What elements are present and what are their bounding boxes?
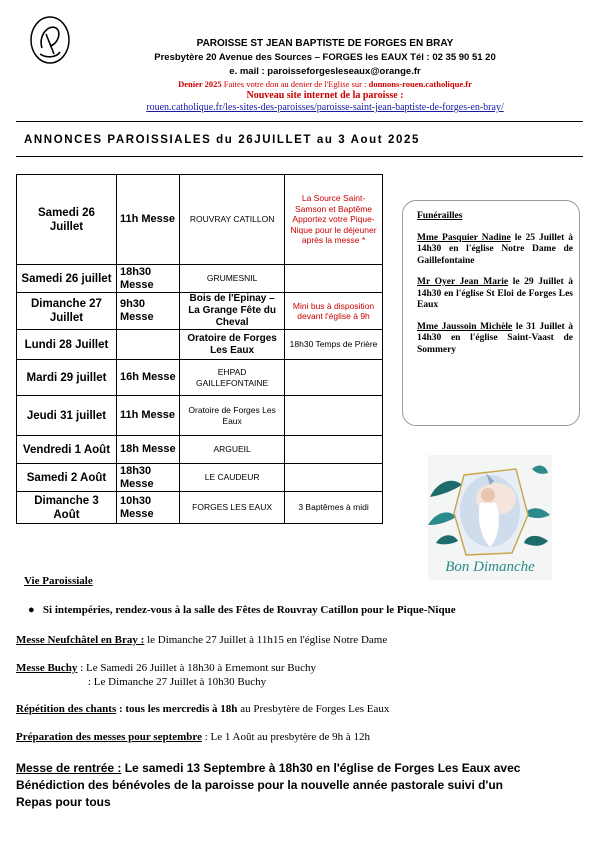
bullet-icon: ● bbox=[28, 604, 35, 616]
image-caption: Bon Dimanche bbox=[445, 559, 535, 575]
vie-heading: Vie Paroissiale bbox=[24, 575, 93, 587]
schedule-note bbox=[285, 436, 383, 464]
funeral-item: Mme Pasquier Nadine le 25 Juillet à 14h30 en l'église Notre Dame de Gaillefontaine bbox=[417, 232, 573, 266]
schedule-time: 11h Messe bbox=[116, 396, 179, 436]
neufchatel-label: Messe Neufchâtel en Bray : bbox=[16, 634, 145, 646]
denier-line bbox=[80, 79, 570, 89]
schedule-note: 3 Baptêmes à midi bbox=[285, 492, 383, 524]
schedule-row bbox=[17, 330, 383, 360]
schedule-row bbox=[17, 293, 383, 330]
schedule-place: LE CAUDEUR bbox=[180, 464, 285, 492]
parish-logo bbox=[28, 14, 72, 66]
chants-time: : tous les mercredis à 18h bbox=[116, 703, 238, 715]
schedule-time: 18h30 Messe bbox=[116, 464, 179, 492]
neufchatel-text: le Dimanche 27 Juillet à 11h15 en l'église Notre Dame bbox=[144, 634, 388, 646]
schedule-note: 18h30 Temps de Prière bbox=[285, 330, 383, 360]
buchy-line-2: : Le Dimanche 27 Juillet à 10h30 Buchy bbox=[88, 676, 267, 688]
schedule-time: 16h Messe bbox=[116, 360, 179, 396]
buchy-line-1 bbox=[16, 662, 581, 675]
new-site-label: Nouveau site internet de la paroisse : bbox=[246, 90, 404, 101]
schedule-day: Samedi 26 Juillet bbox=[17, 175, 117, 265]
chants-label: Répétition des chants bbox=[16, 703, 117, 715]
schedule-note bbox=[285, 360, 383, 396]
schedule-place: Bois de l'Epinay – La Grange Fête du Cheval bbox=[180, 293, 285, 330]
schedule-row bbox=[17, 360, 383, 396]
schedule-place: EHPAD GAILLEFONTAINE bbox=[180, 360, 285, 396]
schedule-place: Oratoire de Forges Les Eaux bbox=[180, 396, 285, 436]
funeral-item: Mme Jaussoin Michèle le 31 Juillet à 14h30 en l'église Saint-Vaast de Sommery bbox=[417, 321, 573, 355]
title-rule bbox=[16, 156, 583, 157]
schedule-table bbox=[16, 174, 383, 524]
schedule-time: 9h30 Messe bbox=[116, 293, 179, 330]
denier-label: Denier 2025 bbox=[178, 79, 222, 89]
schedule-row bbox=[17, 492, 383, 524]
schedule-note bbox=[285, 265, 383, 293]
schedule-time bbox=[116, 330, 179, 360]
schedule-day: Vendredi 1 Août bbox=[17, 436, 117, 464]
rentree-text: Le samedi 13 Septembre à 18h30 en l'église de Forges Les Eaux avec Bénédiction des bénévoles de la paroisse pour la nouvelle année pastorale suivi d'un Repas pour tous bbox=[16, 761, 521, 809]
bon-dimanche-image bbox=[428, 455, 552, 580]
schedule-day: Lundi 28 Juillet bbox=[17, 330, 117, 360]
schedule-time: 18h30 Messe bbox=[116, 265, 179, 293]
parish-address: Presbytère 20 Avenue des Sources – FORGES les EAUX Tél : 02 35 90 51 20 bbox=[154, 52, 496, 63]
schedule-note: La Source Saint-Samson et Baptême Apportez votre Pique-Nique pour le déjeuner après la messe * bbox=[285, 175, 383, 265]
preparation-line bbox=[16, 731, 581, 744]
schedule-day: Dimanche 3 Août bbox=[17, 492, 117, 524]
schedule-row bbox=[17, 464, 383, 492]
schedule-day: Jeudi 31 juillet bbox=[17, 396, 117, 436]
schedule-row bbox=[17, 175, 383, 265]
denier-link[interactable]: donnons-rouen.catholique.fr bbox=[368, 79, 472, 89]
schedule-time: 10h30 Messe bbox=[116, 492, 179, 524]
schedule-row bbox=[17, 436, 383, 464]
funerailles-box bbox=[402, 200, 580, 426]
schedule-place: ROUVRAY CATILLON bbox=[180, 175, 285, 265]
buchy-text-1: : Le Samedi 26 Juillet à 18h30 à Ernemont sur Buchy bbox=[77, 662, 317, 674]
schedule-place: GRUMESNIL bbox=[180, 265, 285, 293]
page-title: ANNONCES PAROISSIALES du 26JUILLET au 3 Aout 2025 bbox=[24, 134, 420, 146]
parish-email: e. mail : paroisseforgesleseaux@orange.fr bbox=[229, 66, 421, 77]
schedule-row bbox=[17, 265, 383, 293]
schedule-day: Dimanche 27 Juillet bbox=[17, 293, 117, 330]
preparation-text: : Le 1 Août au presbytère de 9h à 12h bbox=[201, 731, 370, 743]
neufchatel-line bbox=[16, 634, 581, 647]
funeral-item: Mr Oyer Jean Marie le 29 Juillet à 14h30 en l'église St Eloi de Forges Les Eaux bbox=[417, 277, 573, 310]
vie-bullet bbox=[28, 604, 588, 616]
chants-text: au Presbytère de Forges Les Eaux bbox=[237, 703, 390, 715]
schedule-row bbox=[17, 396, 383, 436]
schedule-note bbox=[285, 396, 383, 436]
preparation-label: Préparation des messes pour septembre bbox=[16, 731, 202, 743]
site-url-link[interactable]: rouen.catholique.fr/les-sites-des-paroisses/paroisse-saint-jean-baptiste-de-forges-en-bray/ bbox=[146, 102, 504, 113]
buchy-label: Messe Buchy bbox=[16, 662, 78, 674]
chants-line bbox=[16, 703, 581, 716]
parish-name: PAROISSE ST JEAN BAPTISTE DE FORGES EN BRAY bbox=[196, 38, 454, 49]
rentree-label: Messe de rentrée : bbox=[16, 761, 122, 775]
bullet-text: Si intempéries, rendez-vous à la salle des Fêtes de Rouvray Catillon pour le Pique-Nique bbox=[42, 604, 456, 616]
rentree-paragraph bbox=[16, 760, 536, 811]
schedule-day: Samedi 26 juillet bbox=[17, 265, 117, 293]
header-rule bbox=[16, 121, 583, 122]
schedule-place: Oratoire de Forges Les Eaux bbox=[180, 330, 285, 360]
denier-text: Faites votre don au denier de l'Eglise sur : bbox=[221, 79, 369, 89]
schedule-time: 18h Messe bbox=[116, 436, 179, 464]
funerailles-heading: Funérailles bbox=[417, 211, 463, 221]
schedule-note bbox=[285, 464, 383, 492]
schedule-day: Mardi 29 juillet bbox=[17, 360, 117, 396]
schedule-day: Samedi 2 Août bbox=[17, 464, 117, 492]
schedule-time: 11h Messe bbox=[116, 175, 179, 265]
schedule-note: Mini bus à disposition devant l'église à 9h bbox=[285, 293, 383, 330]
schedule-place: ARGUEIL bbox=[180, 436, 285, 464]
schedule-place: FORGES LES EAUX bbox=[180, 492, 285, 524]
